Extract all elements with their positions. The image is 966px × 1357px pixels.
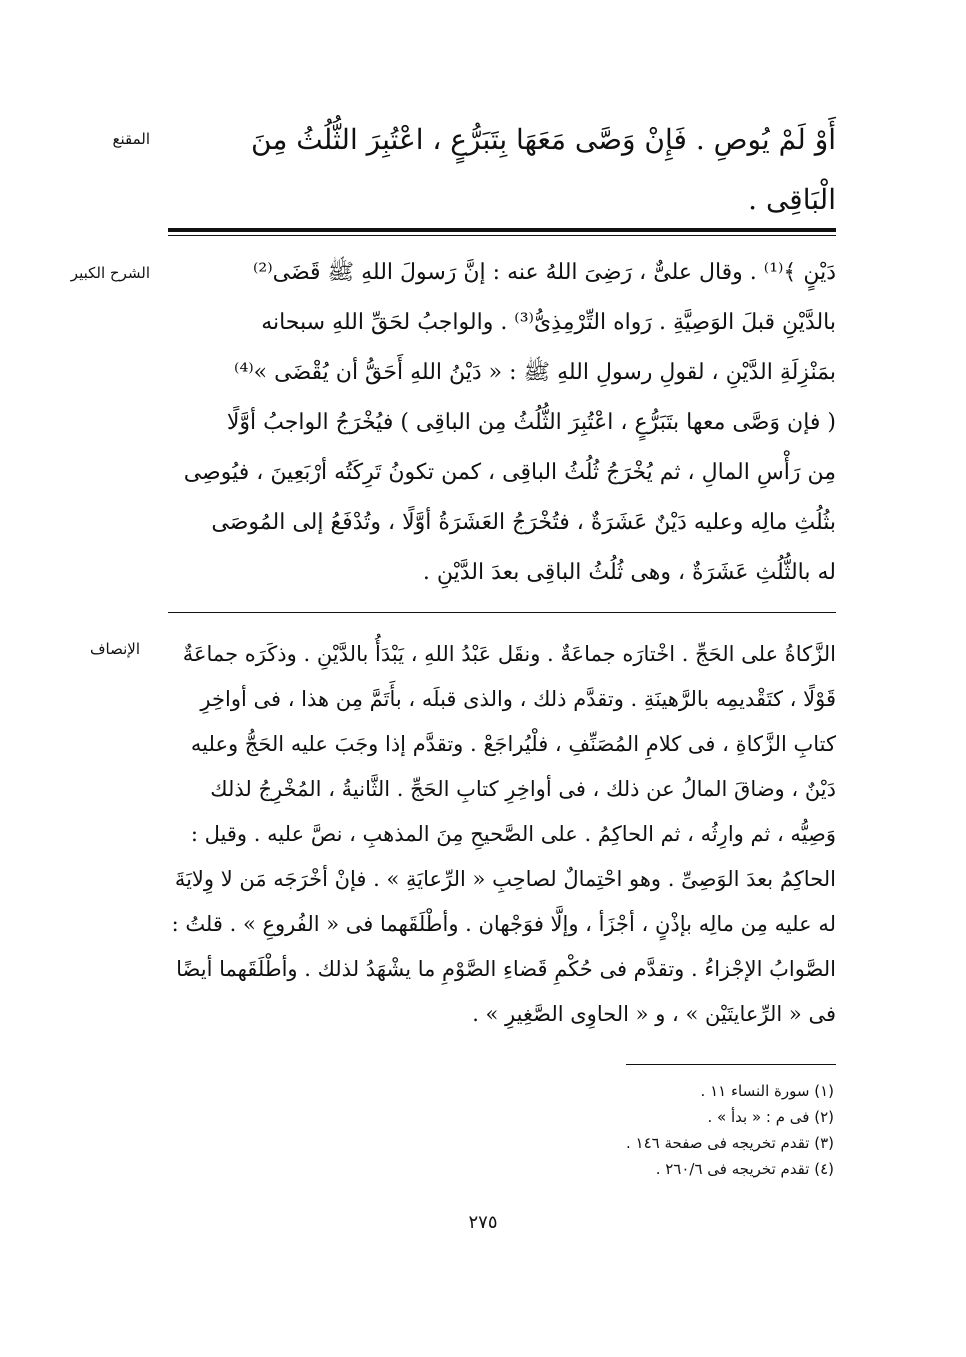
sharh-line-7: له بالثُّلُثِ عَشَرَةٌ ، وهى ثُلُثُ الباقِى بعدَ الدَّيْنِ . bbox=[422, 560, 836, 585]
footnote-2: (٢) فى م : « بدأ » . bbox=[707, 1108, 834, 1126]
insaf-line-2: قَوْلًا ، كتَقْديمِه بالرَّهينَةِ . وتقدَّم ذلك ، والذى قبلَه ، بأَتَمَّ مِن هذا ، فى أواخِرِ bbox=[200, 687, 836, 711]
insaf-line-7: له عليه مِن مالِه بإذْنٍ ، أجْزَأ ، وإلَّا فوَجْهان . وأطْلَقَهما فى « الفُروعِ » . قلتُ : bbox=[171, 912, 836, 936]
footnotes bbox=[626, 1078, 834, 1182]
label-sharh: الشرح الكبير bbox=[70, 264, 150, 282]
footnote-4: (٤) تقدم تخريجه فى ٢٦٠/٦ . bbox=[655, 1160, 834, 1178]
sharh-text bbox=[168, 248, 836, 598]
sharh-line-6: بثُلُثِ مالِه وعليه دَيْنٌ عَشَرَةٌ ، فتُخْرَجُ العَشَرَةُ أوَّلًا ، وتُدْفَعُ إلى المُوصَى bbox=[211, 510, 836, 535]
footnote-divider bbox=[626, 1064, 836, 1065]
insaf-line-1: الزَّكاةُ على الحَجِّ . اخْتارَه جماعَةٌ . ونقَل عَبْدُ اللهِ ، يَبْدَأُ بالدَّيْنِ . وذكَرَه جماعَةٌ bbox=[182, 642, 836, 666]
insaf-line-6: الحاكِمُ بعدَ الوَصِىِّ . وهو احْتِمالٌ لصاحِبِ « الرِّعايَةِ » . فإنْ أخْرَجَه مَن لا وِلايَةَ bbox=[174, 867, 836, 891]
footnote-3: (٣) تقدم تخريجه فى صفحة ١٤٦ . bbox=[625, 1134, 834, 1152]
sharh-line-4: ( فإن وَصَّى معها بتَبَرُّعٍ ، اعْتُبِرَ الثُّلُثُ مِن الباقِى ) فيُخْرَجُ الواجبُ أوَّلًا bbox=[226, 410, 836, 435]
footnote-1: (١) سورة النساء ١١ . bbox=[700, 1082, 834, 1100]
insaf-line-3: كتابِ الزَّكاةِ ، فى كلامِ المُصَنِّفِ ، فلْيُراجَعْ . وتقدَّم إذا وجَبَ عليه الحَجُّ وعليه bbox=[190, 732, 836, 756]
label-insaf: الإنصاف bbox=[89, 640, 140, 658]
sharh-line-1: دَيْنٍ ﴾⁽¹⁾ . وقال علىٌّ ، رَضِىَ اللهُ عنه : إنَّ رَسولَ اللهِ ﷺ قَضَى⁽²⁾ bbox=[252, 260, 836, 285]
page-number: ٢٧٥ bbox=[468, 1212, 498, 1233]
sharh-line-5: مِن رَأْسِ المالِ ، ثم يُخْرَجُ ثُلُثُ الباقِى ، كمن تكونُ تَرِكَتُه أرْبَعِينَ ، فيُوصِى bbox=[183, 460, 836, 485]
thin-divider bbox=[168, 235, 836, 236]
insaf-line-5: وَصِيُّه ، ثم وارِثُه ، ثم الحاكِمُ . على الصَّحيحِ مِنَ المذهبِ ، نصَّ عليه . وقيل : bbox=[190, 822, 836, 846]
section-divider bbox=[168, 612, 836, 613]
insaf-line-4: دَيْنٌ ، وضاقَ المالُ عن ذلك ، فى أواخِرِ كتابِ الحَجِّ . الثَّانيةُ ، المُخْرِجُ لذلك bbox=[210, 777, 836, 801]
thick-divider bbox=[168, 228, 836, 232]
insaf-line-8: الصَّوابُ الإجْزاءُ . وتقدَّم فى حُكْمِ قَضاءِ الصَّوْمِ ما يشْهَدُ لذلك . وأطْلَقَهما أيضًا bbox=[176, 957, 836, 981]
insaf-line-9: فى « الرِّعايتَيْن » ، و « الحاوِى الصَّغِيرِ » . bbox=[472, 1002, 836, 1026]
muqni-line-1: أَوْ لَمْ يُوصِ . فَإِنْ وَصَّى مَعَهَا بِتَبَرُّعٍ ، اعْتُبِرَ الثُّلُثُ مِنَ bbox=[251, 123, 836, 156]
insaf-text bbox=[168, 632, 836, 1037]
sharh-line-2: بالدَّيْنِ قبلَ الوَصِيَّةِ . رَواه التِّرْمِذِىُّ⁽³⁾ . والواجبُ لحَقِّ اللهِ سبحانه bbox=[261, 310, 836, 335]
muqni-line-2: الْبَاقِى . bbox=[748, 183, 836, 216]
sharh-line-3: بمَنْزِلَةِ الدَّيْنِ ، لقولِ رسولِ اللهِ ﷺ : « دَيْنُ اللهِ أَحَقُّ أن يُقْضَى »⁽⁴⁾ bbox=[234, 360, 836, 385]
muqni-text bbox=[168, 110, 836, 230]
label-muqni: المقنع bbox=[112, 130, 150, 148]
